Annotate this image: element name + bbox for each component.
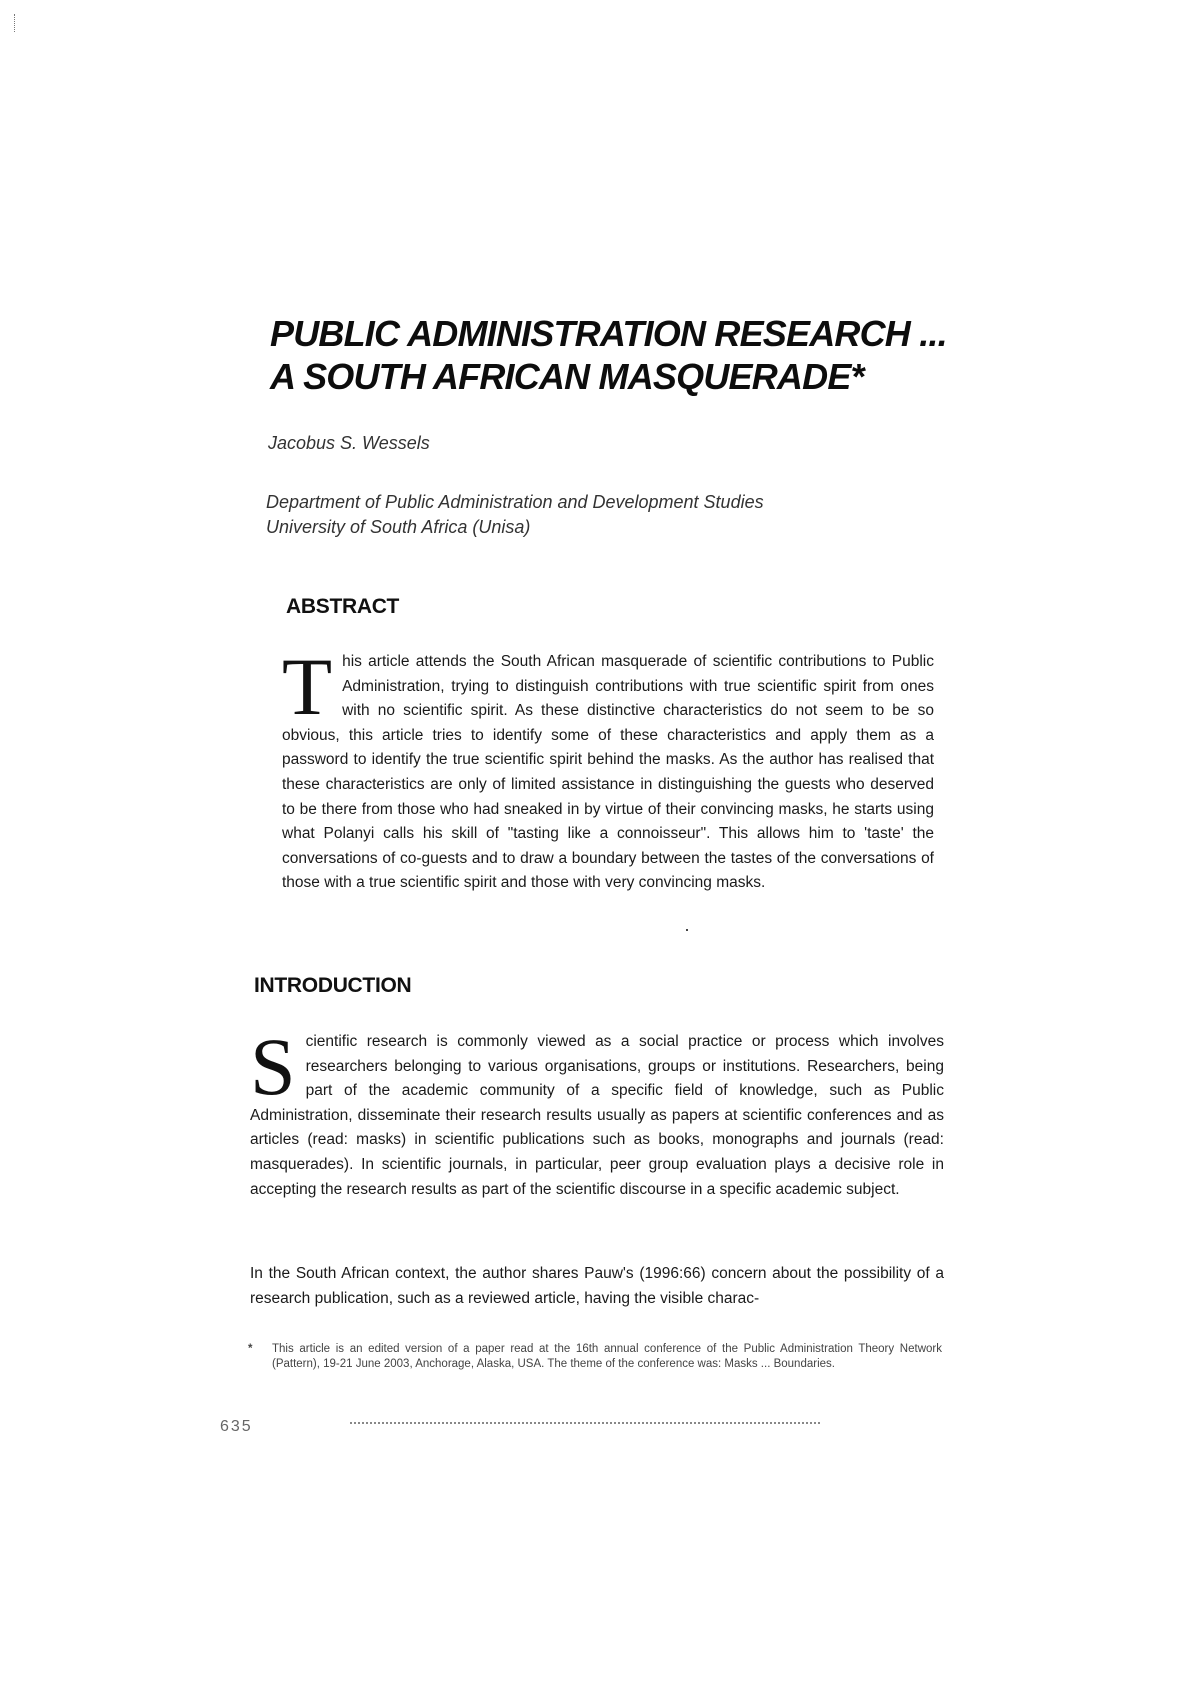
abstract-dropcap: T — [282, 641, 333, 732]
page-number: 635 — [220, 1418, 253, 1435]
author-affiliation — [266, 490, 764, 540]
footnote — [248, 1342, 942, 1372]
title-line-1: PUBLIC ADMINISTRATION RESEARCH ... — [270, 313, 947, 354]
introduction-paragraph-2: In the South African context, the author shares Pauw's (1996:66) concern about the possibility of a research publication, such as a reviewed article, having the visible charac- — [250, 1265, 944, 1307]
footnote-text: This article is an edited version of a paper read at the 16th annual conference of the Public Administration Theory Network (Pattern), 19-21 June 2003, Anchorage, Alaska, USA. The theme of the conference was: Masks ... Boundaries. — [272, 1343, 942, 1370]
introduction-text-1: cientific research is commonly viewed as a social practice or process which involves researchers belonging to various organisations, groups or institutions. Researchers, being part of the academic community of a specific field of knowledge, such as Public Administration, disseminate their research results usually as papers at scientific conferences and as articles (read: masks) in scientific publications such as books, monographs and journals (read: masquerades). In scientific journals, in particular, peer group evaluation plays a decisive role in accepting the research results as part of the scientific discourse in a specific academic subject. — [250, 1033, 944, 1198]
abstract-heading: ABSTRACT — [286, 595, 400, 618]
title-line-2: A SOUTH AFRICAN MASQUERADE* — [270, 356, 864, 397]
scan-artifact — [14, 14, 17, 32]
footnote-marker: * — [248, 1343, 253, 1355]
affiliation-department: Department of Public Administration and Development Studies — [266, 492, 764, 512]
article-title — [270, 312, 990, 398]
introduction-paragraph-1 — [250, 1021, 944, 1202]
abstract-text: his article attends the South African masquerade of scientific contributions to Public Administration, trying to distinguish contributions with true scientific spirit from ones with no scientific spirit. As these distinctive characteristics do not seem to be so obvious, this article tries to identify some of these characteristics and apply them as a password to identify the true scientific spirit behind the masks. As the author has realised that these characteristics are only of limited assistance in distinguishing the guests who deserved to be there from those who had sneaked in by virtue of their convincing masks, he starts using what Polanyi calls his skill of "tasting like a connoisseur". This allows him to 'taste' the conversations of co-guests and to draw a boundary between the tastes of the conversations of those with a true scientific spirit and those with very convincing masks. — [282, 653, 934, 892]
introduction-heading: INTRODUCTION — [254, 974, 412, 997]
scan-speck — [686, 929, 688, 931]
affiliation-university: University of South Africa (Unisa) — [266, 517, 531, 537]
footer-dotted-rule — [350, 1422, 820, 1424]
introduction-dropcap: S — [250, 1021, 296, 1112]
abstract-paragraph — [282, 641, 934, 896]
author-name: Jacobus S. Wessels — [268, 433, 430, 453]
